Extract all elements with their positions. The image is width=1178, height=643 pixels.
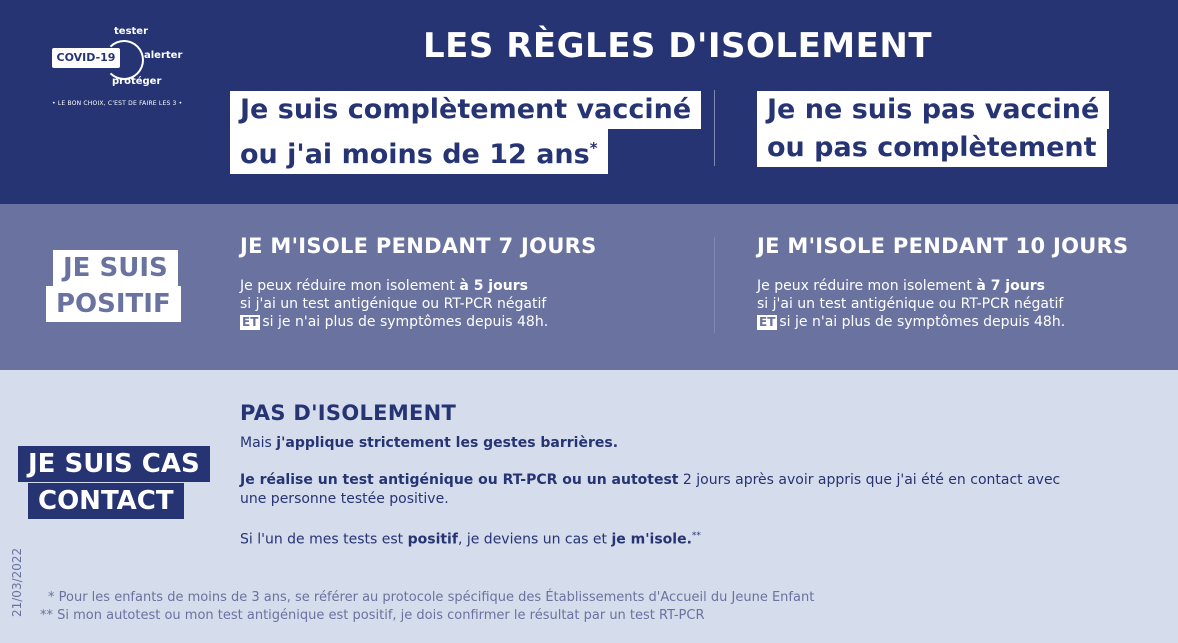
page-title: LES RÈGLES D'ISOLEMENT — [423, 26, 933, 66]
contact-footnote-mark: ** — [691, 531, 701, 541]
contact-p3-pre: Si l'un de mes tests est — [240, 531, 408, 548]
positive-left-l3: si je n'ai plus de symptômes depuis 48h. — [262, 314, 549, 330]
contact-p3-bold1: positif — [407, 531, 458, 548]
contact-p1-bold: j'applique strictement les gestes barrières. — [276, 435, 619, 451]
positive-divider — [714, 237, 715, 333]
logo-slogan: • LE BON CHOIX, C'EST DE FAIRE LES 3 • — [52, 100, 183, 107]
logo-covid-box: COVID-19 — [52, 48, 120, 68]
logo-proteger: protéger — [112, 76, 162, 87]
positive-label-line2: POSITIF — [46, 286, 181, 322]
vaccinated-footnote-mark: * — [589, 139, 598, 157]
positive-right-title: JE M'ISOLE PENDANT 10 JOURS — [757, 234, 1129, 258]
positive-label-line1: JE SUIS — [53, 250, 178, 286]
positive-right-text — [757, 277, 1065, 331]
contact-p1-pre: Mais — [240, 435, 277, 451]
covid-logo — [48, 26, 188, 116]
contact-title: PAS D'ISOLEMENT — [240, 401, 457, 425]
contact-p2-line1 — [240, 471, 1060, 490]
positive-left-line3 — [240, 313, 548, 331]
positive-left-l1-bold: à 5 jours — [459, 278, 528, 294]
contact-p2-line2: une personne testée positive. — [240, 491, 449, 507]
contact-paragraph-1 — [240, 434, 618, 453]
positive-right-l3: si je n'ai plus de symptômes depuis 48h. — [779, 314, 1066, 330]
positive-right-l1-pre: Je peux réduire mon isolement — [757, 278, 977, 294]
positive-right-line1 — [757, 277, 1065, 295]
positive-left-line2: si j'ai un test antigénique ou RT-PCR négatif — [240, 296, 547, 312]
contact-p3-bold2: je m'isole. — [611, 531, 692, 548]
logo-tester: tester — [114, 26, 149, 37]
not-vaccinated-header-line1: Je ne suis pas vacciné — [757, 91, 1109, 129]
vaccinated-header-line1: Je suis complètement vacciné — [230, 91, 701, 129]
positive-right-line2: si j'ai un test antigénique ou RT-PCR négatif — [757, 296, 1064, 312]
contact-paragraph-2 — [240, 471, 1060, 509]
positive-left-et-badge: ET — [242, 315, 259, 329]
contact-p2-rest: 2 jours après avoir appris que j'ai été en contact avec — [678, 472, 1061, 488]
positive-left-text — [240, 277, 548, 331]
positive-left-title: JE M'ISOLE PENDANT 7 JOURS — [240, 234, 597, 258]
positive-right-line3 — [757, 313, 1065, 331]
date-label: 21/03/2022 — [10, 547, 24, 617]
positive-left-l1-pre: Je peux réduire mon isolement — [240, 278, 460, 294]
contact-paragraph-3 — [240, 527, 701, 550]
positive-left-line1 — [240, 277, 548, 295]
footnote-1: * Pour les enfants de moins de 3 ans, se référer au protocole spécifique des Établissements d'Accueil du Jeune Enfant — [48, 590, 815, 605]
logo-alerter: alerter — [144, 50, 183, 61]
vaccinated-header-line2-text: ou j'ai moins de 12 ans — [240, 139, 590, 170]
footnote-2: ** Si mon autotest ou mon test antigénique est positif, je dois confirmer le résultat par un test RT-PCR — [40, 608, 705, 623]
positive-right-l1-bold: à 7 jours — [976, 278, 1045, 294]
header-divider — [714, 90, 715, 166]
vaccinated-header-line2 — [230, 129, 608, 174]
contact-label-line2: CONTACT — [28, 483, 184, 519]
contact-p2-bold: Je réalise un test antigénique ou RT-PCR ou un autotest — [240, 472, 679, 488]
contact-p3-mid: , je deviens un cas et — [457, 531, 612, 548]
positive-right-et-badge: ET — [759, 315, 776, 329]
contact-label-line1: JE SUIS CAS — [18, 446, 210, 482]
not-vaccinated-header-line2: ou pas complètement — [757, 129, 1107, 167]
